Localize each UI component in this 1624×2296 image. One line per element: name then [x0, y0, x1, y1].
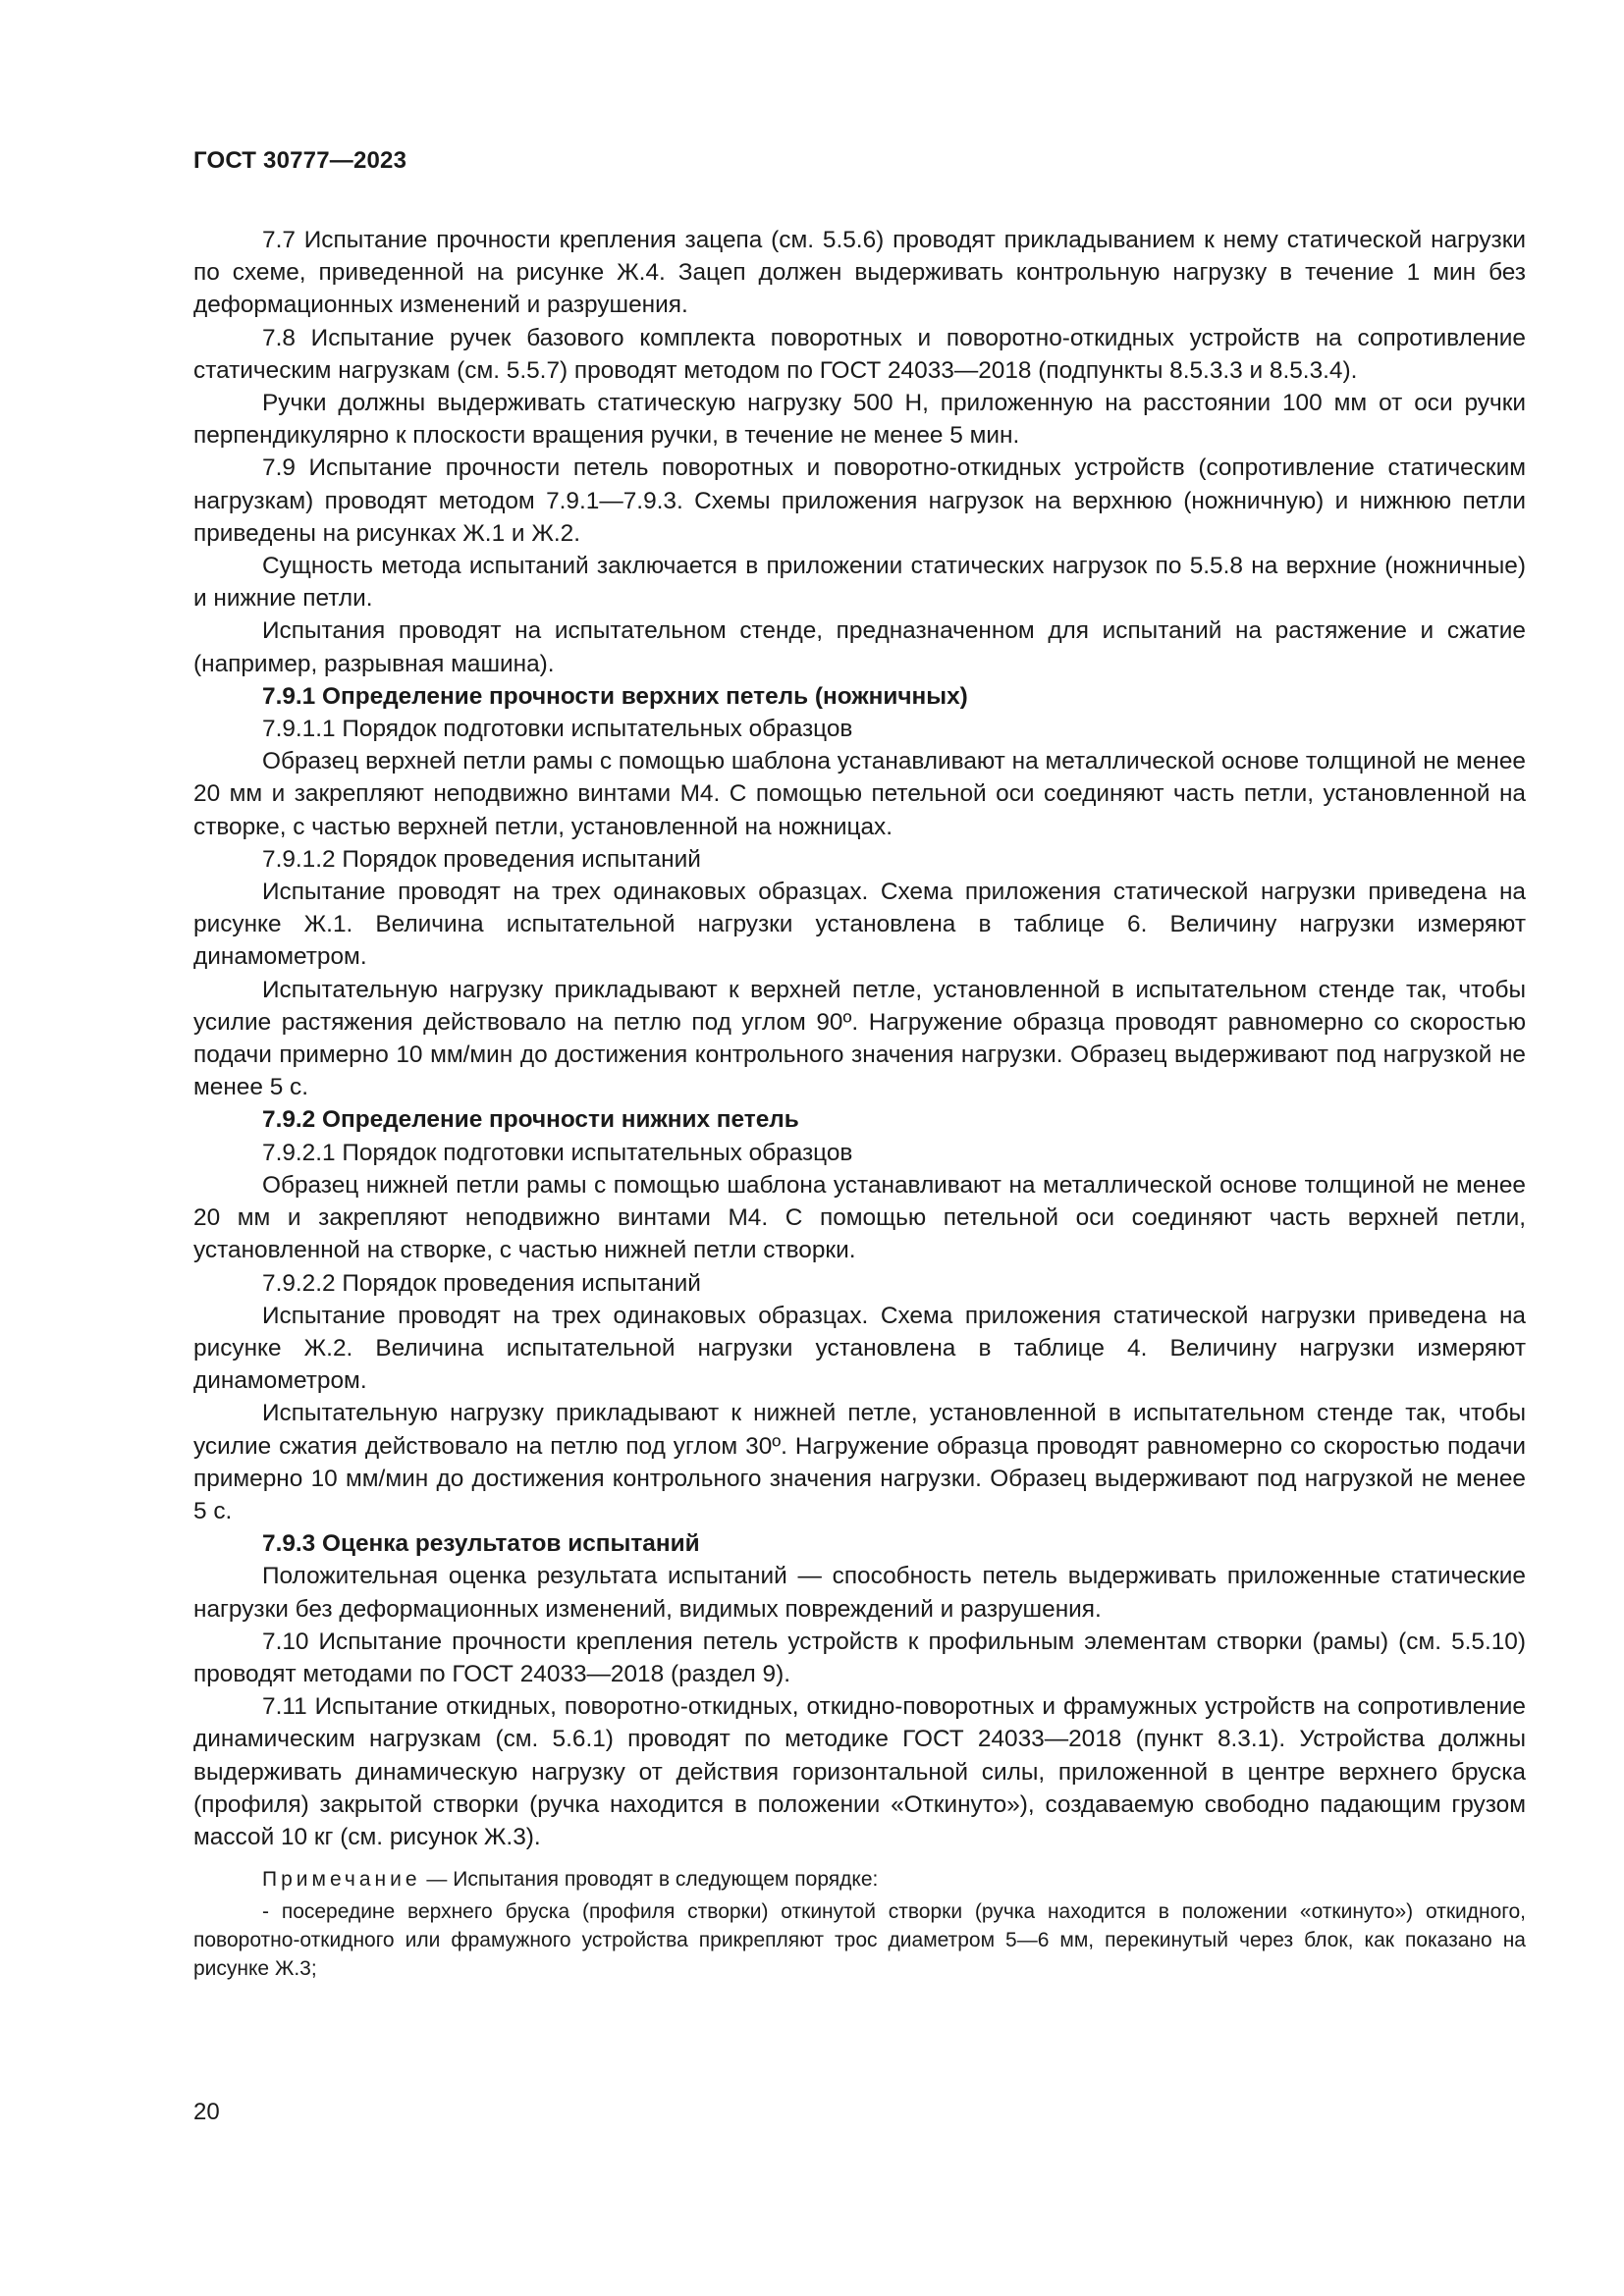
paragraph: 7.9.2.1 Порядок подготовки испытательных образцов — [262, 1139, 853, 1166]
section-heading: 7.9.1 Определение прочности верхних петель (ножничных) — [262, 682, 968, 710]
page-number: 20 — [193, 2099, 220, 2125]
note-text: — Испытания проводят в следующем порядке: — [420, 1868, 879, 1892]
paragraph: Образец верхней петли рамы с помощью шаблона устанавливают на металлической основе толщиной не менее 20 мм и закрепляют неподвижно винтами М4. С помощью петельной оси соединяют часть петли, установленной на створке, с частью верхней петли, установленной на ножницах. — [193, 748, 1526, 840]
paragraph: Положительная оценка результата испытаний — способность петель выдерживать приложенные статические нагрузки без деформационных изменений, видимых повреждений и разрушения. — [193, 1563, 1526, 1623]
paragraph: 7.10 Испытание прочности крепления петель устройств к профильным элементам створки (рамы) (см. 5.5.10) проводят методами по ГОСТ 24033—2018 (раздел 9). — [193, 1628, 1526, 1687]
paragraph: 7.9.1.1 Порядок подготовки испытательных образцов — [262, 716, 853, 743]
note-block — [193, 1865, 1526, 1983]
paragraph: Испытание проводят на трех одинаковых образцах. Схема приложения статической нагрузки приведена на рисунке Ж.1. Величина испытательной нагрузки установлена в таблице 6. Величину нагрузки измеряют динамометром. — [193, 879, 1526, 971]
note-item-list — [193, 1897, 1526, 1983]
paragraph: Ручки должны выдерживать статическую нагрузку 500 Н, приложенную на расстоянии 100 мм от оси ручки перпендикулярно к плоскости вращения ручки, в течение не менее 5 мин. — [193, 390, 1526, 450]
paragraph: Сущность метода испытаний заключается в приложении статических нагрузок по 5.5.8 на верхние (ножничные) и нижние петли. — [193, 553, 1526, 613]
note-label: Примечание — [262, 1868, 421, 1892]
section-heading: 7.9.3 Оценка результатов испытаний — [262, 1530, 700, 1558]
paragraph: 7.8 Испытание ручек базового комплекта поворотных и поворотно-откидных устройств на сопротивление статическим нагрузкам (см. 5.5.7) проводят методом по ГОСТ 24033—2018 (подпункты 8.5.3.3 и 8.5.3.4). — [193, 324, 1526, 384]
document-body — [193, 224, 1526, 1987]
paragraph-list — [193, 224, 1526, 1853]
section-heading: 7.9.2 Определение прочности нижних петель — [262, 1106, 799, 1134]
paragraph: 7.9.1.2 Порядок проведения испытаний — [262, 845, 701, 873]
paragraph: Образец нижней петли рамы с помощью шаблона устанавливают на металлической основе толщиной не менее 20 мм и закрепляют неподвижно винтами М4. С помощью петельной оси соединяют часть верхней петли, установленной на створке, с частью нижней петли створки. — [193, 1171, 1526, 1264]
paragraph: 7.9.2.2 Порядок проведения испытаний — [262, 1269, 701, 1297]
note-list-item: - посередине верхнего бруска (профиля створки) откинутой створки (ручка находится в положении «откинуто») откидного, поворотно-откидного или фрамужного устройства прикрепляют трос диаметром 5—6 мм, перекинутый через блок, как показано на рисунке Ж.3; — [193, 1900, 1526, 1981]
paragraph: Испытательную нагрузку прикладывают к нижней петле, установленной в испытательном стенде так, чтобы усилие сжатия действовало на петлю под углом 30º. Нагружение образца проводят равномерно со скоростью подачи примерно 10 мм/мин до достижения контрольного значения нагрузки. Образец выдерживают под нагрузкой не менее 5 с. — [193, 1400, 1526, 1524]
paragraph: 7.7 Испытание прочности крепления зацепа (см. 5.5.6) проводят прикладыванием к нему статической нагрузки по схеме, приведенной на рисунке Ж.4. Зацеп должен выдерживать контрольную нагрузку в течение 1 мин без деформационных изменений и разрушения. — [193, 227, 1526, 319]
note-intro — [193, 1865, 1526, 1894]
paragraph: Испытание проводят на трех одинаковых образцах. Схема приложения статической нагрузки приведена на рисунке Ж.2. Величина испытательной нагрузки установлена в таблице 4. Величину нагрузки измеряют динамометром. — [193, 1302, 1526, 1395]
paragraph: Испытательную нагрузку прикладывают к верхней петле, установленной в испытательном стенде так, чтобы усилие растяжения действовало на петлю под углом 90º. Нагружение образца проводят равномерно со скоростью подачи примерно 10 мм/мин до достижения контрольного значения нагрузки. Образец выдерживают под нагрузкой не менее 5 с. — [193, 976, 1526, 1101]
paragraph: 7.11 Испытание откидных, поворотно-откидных, откидно-поворотных и фрамужных устройств на сопротивление динамическим нагрузкам (см. 5.6.1) проводят по методике ГОСТ 24033—2018 (пункт 8.3.1). Устройства должны выдерживать динамическую нагрузку от действия горизонтальной силы, приложенной в центре верхнего бруска (профиля) закрытой створки (ручка находится в положении «Откинуто»), создаваемую свободно падающим грузом массой 10 кг (см. рисунок Ж.3). — [193, 1693, 1526, 1850]
paragraph: 7.9 Испытание прочности петель поворотных и поворотно-откидных устройств (сопротивление статическим нагрузкам) проводят методом 7.9.1—7.9.3. Схемы приложения нагрузок на верхнюю (ножничную) и нижнюю петли приведены на рисунках Ж.1 и Ж.2. — [193, 454, 1526, 547]
paragraph: Испытания проводят на испытательном стенде, предназначенном для испытаний на растяжение и сжатие (например, разрывная машина). — [193, 617, 1526, 677]
document-header: ГОСТ 30777—2023 — [193, 147, 407, 174]
